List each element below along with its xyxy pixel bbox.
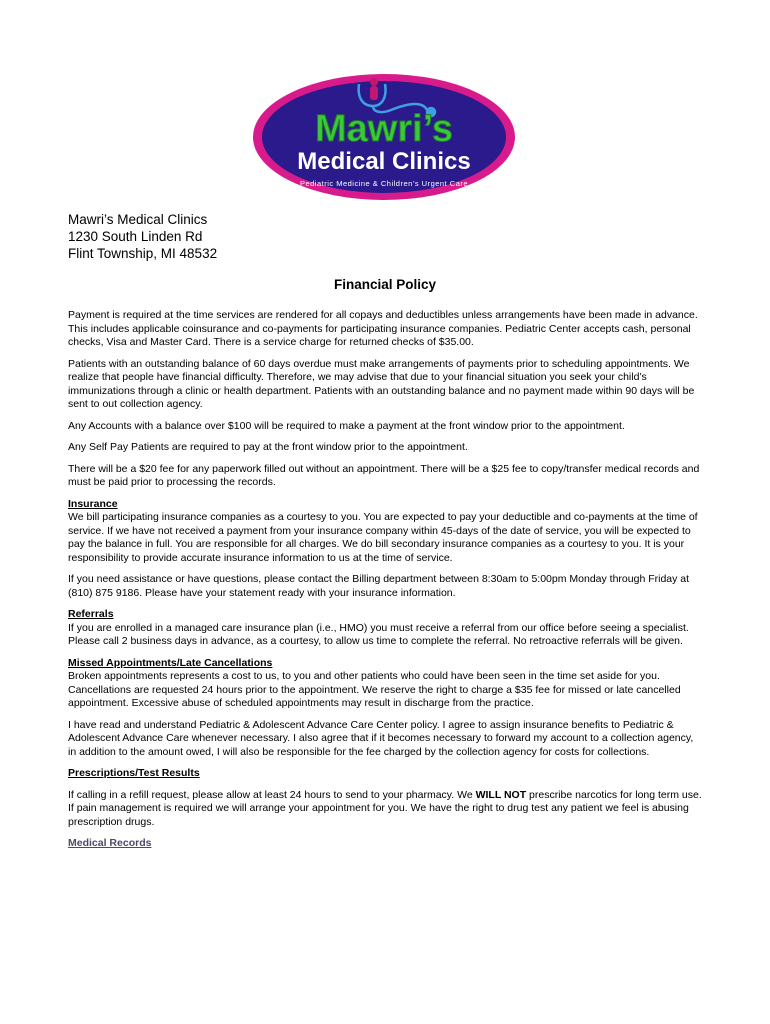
self-pay-paragraph: Any Self Pay Patients are required to pay at the front window prior to the appointment. [68,441,468,453]
logo-tagline: Pediatric Medicine & Children’s Urgent Care [299,179,469,188]
logo-name: Mawri’s [315,108,453,150]
prescriptions-section [68,767,704,781]
payment-paragraph: Payment is required at the time services are rendered for all copays and deductibles unless arrangements have been made in advance. This includes applicable coinsurance and co-payments for participating insurance companies. Pediatric Center accepts cash, personal checks, Visa and Master Card. There is a service charge for returned checks of $35.00. [68,309,698,348]
insurance-section [68,498,704,566]
address-line-street: 1230 South Linden Rd [68,229,203,244]
logo-subtitle: Medical Clinics [297,148,471,175]
clinic-address [68,211,217,262]
prescriptions-paragraph [68,789,704,830]
prescriptions-text-b: prescribe narcotics for long term use. If pain management is required we will arrange your appointment for you. We have the right to drug test any patient we feel is abusing prescription drugs. [68,788,702,828]
address-line-name: Mawri’s Medical Clinics [68,212,208,227]
billing-contact-paragraph: If you need assistance or have questions, please contact the Billing department between 8:30am to 5:00pm Monday through Friday at (810) 875 9186. Please have your statement ready with your insurance information. [68,573,690,599]
medical-records-heading: Medical Records [68,837,152,849]
medical-records-section [68,837,704,851]
outstanding-balance-paragraph: Patients with an outstanding balance of 60 days overdue must make arrangements of payments prior to scheduling appointments. We realize that people have financial difficulty. Therefore, we may advise that due to your financial situation you seek your child’s immunizations through a clinic or health department. Patients with an outstanding balance and no payment made within 90 days will be sent to out collection agency. [68,357,695,410]
prescriptions-heading: Prescriptions/Test Results [68,767,200,779]
address-line-city: Flint Township, MI 48532 [68,246,218,261]
page-title: Financial Policy [333,277,437,292]
insurance-heading: Insurance [68,497,118,510]
clinic-logo-graphic [251,72,517,202]
agreement-paragraph: I have read and understand Pediatric & Adolescent Advance Care Center policy. I agree to assign insurance benefits to Pediatric & Adolescent Advance Care whenever necessary. I also agree that if it becomes necessary to forward my account to a collection agency, in addition to the amount owed, I will also be responsible for the fee charged by the collection agency for costs for collections. [68,718,694,758]
prescriptions-text-a: If calling in a refill request, please allow at least 24 hours to send to your pharmacy. We [68,788,476,801]
referrals-heading: Referrals [68,608,114,620]
missed-appointments-heading: Missed Appointments/Late Cancellations [68,656,273,669]
policy-body [68,309,704,859]
balance-over-100-paragraph: Any Accounts with a balance over $100 will be required to make a payment at the front window prior to the appointment. [68,419,625,432]
referrals-text: If you are enrolled in a managed care insurance plan (i.e., HMO) you must receive a referral from our office before seeing a specialist. Please call 2 business days in advance, as a courtesy, to allow us time to complete the referral. No retroactive referrals will be given. [68,621,689,647]
paperwork-fee-paragraph: There will be a $20 fee for any paperwork filled out without an appointment. There will be a $25 fee to copy/transfer medical records and must be paid prior to processing the records. [68,462,700,488]
child-figure-icon [370,78,378,100]
insurance-text: We bill participating insurance companies as a courtesy to you. You are expected to pay your deductible and co-payments at the time of service. If we have not received a payment from your insurance company within 45-days of the date of service, you will be expected to pay the balance in full. You are responsible for all charges. We do bill secondary insurance companies as a courtesy to you. It is your responsibility to provide accurate insurance information to us at the time of service. [68,511,698,564]
clinic-logo [251,72,517,202]
missed-appointments-section [68,657,704,711]
missed-appointments-text: Broken appointments represents a cost to us, to you and other patients who could have been seen in the time set aside for you. Cancellations are requested 24 hours prior to the appointment. We reserve the right to charge a $35 fee for missed or late cancelled appointment. Excessive abuse of scheduled appointments may result in discharge from the practice. [68,670,681,709]
referrals-section [68,608,704,649]
will-not-emphasis: WILL NOT [475,788,527,801]
